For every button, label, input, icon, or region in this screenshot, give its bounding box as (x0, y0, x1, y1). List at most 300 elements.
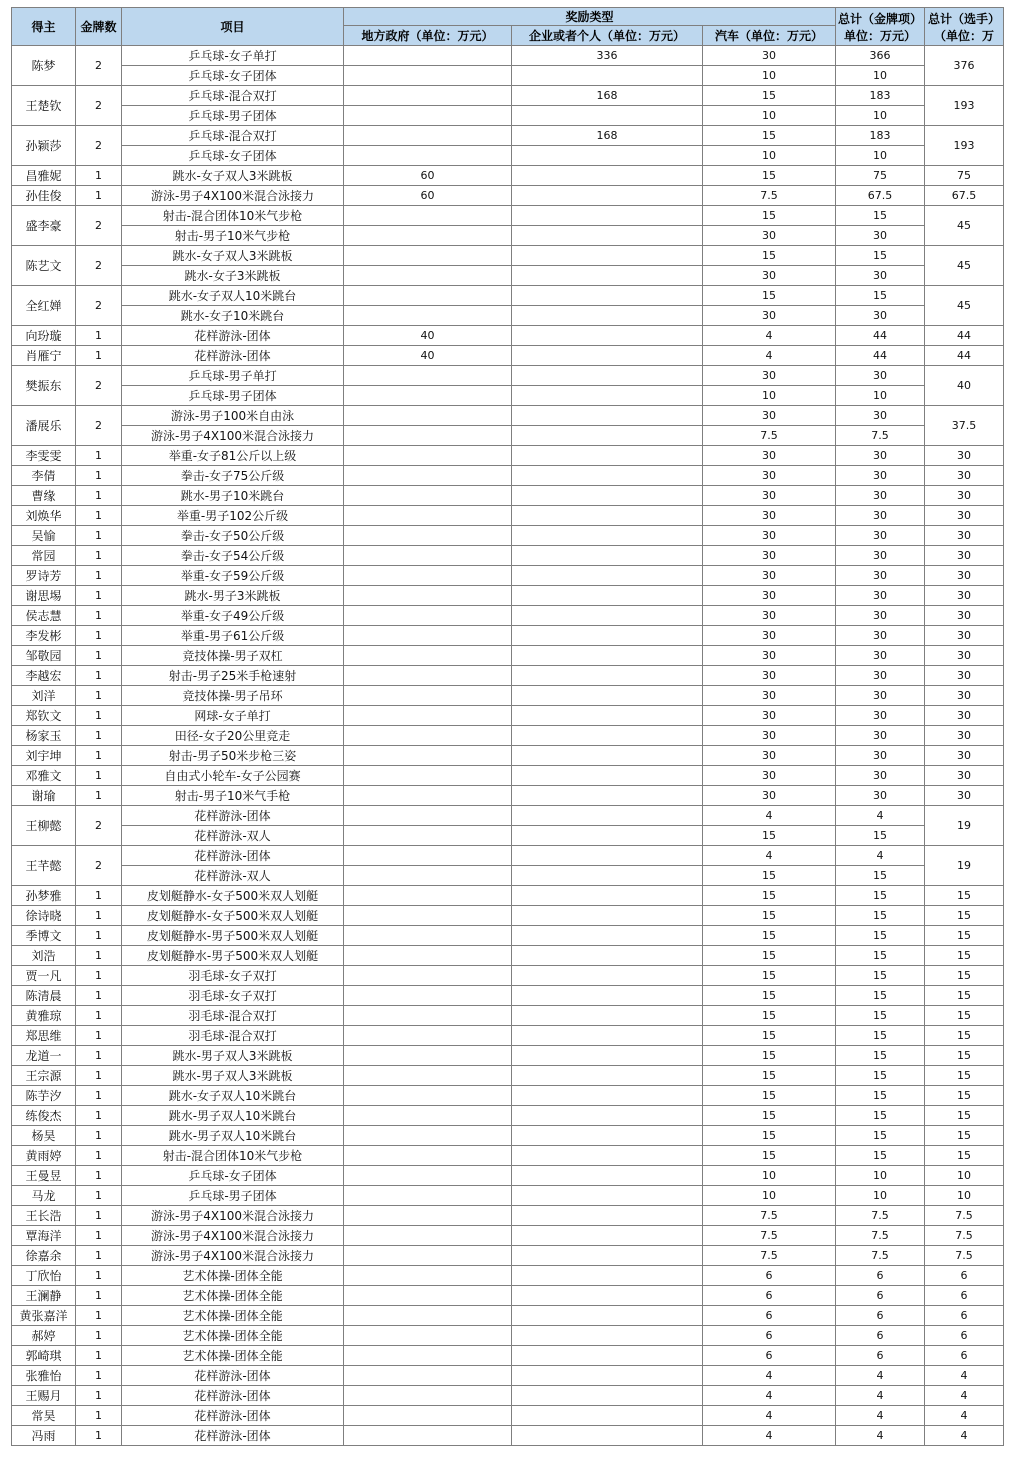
table-row (12, 1266, 1004, 1286)
gov-reward-cell (344, 1126, 512, 1146)
event-cell: 花样游泳-双人 (122, 826, 344, 846)
winner-cell: 王柳懿 (12, 806, 76, 846)
player-total-cell: 30 (925, 606, 1004, 626)
car-reward-cell: 15 (703, 1006, 836, 1026)
winner-cell: 张雅怡 (12, 1366, 76, 1386)
car-reward-cell: 6 (703, 1286, 836, 1306)
medals-cell: 1 (76, 486, 122, 506)
medals-cell: 1 (76, 946, 122, 966)
item-total-cell: 366 (836, 46, 925, 66)
item-total-cell: 30 (836, 306, 925, 326)
event-cell: 花样游泳-团体 (122, 1386, 344, 1406)
player-total-cell: 30 (925, 566, 1004, 586)
car-reward-cell: 6 (703, 1306, 836, 1326)
table-row (12, 226, 1004, 246)
player-total-cell: 44 (925, 346, 1004, 366)
event-cell: 拳击-女子50公斤级 (122, 526, 344, 546)
header-car: 汽车（单位：万元） (703, 26, 836, 46)
table-row (12, 446, 1004, 466)
player-total-cell: 15 (925, 1086, 1004, 1106)
winner-cell: 刘宇坤 (12, 746, 76, 766)
gov-reward-cell (344, 1006, 512, 1026)
car-reward-cell: 30 (703, 466, 836, 486)
player-total-cell: 15 (925, 966, 1004, 986)
item-total-cell: 30 (836, 606, 925, 626)
item-total-cell: 30 (836, 666, 925, 686)
car-reward-cell: 15 (703, 286, 836, 306)
header-event: 项目 (122, 8, 344, 46)
car-reward-cell: 7.5 (703, 1226, 836, 1246)
car-reward-cell: 30 (703, 726, 836, 746)
table-row (12, 546, 1004, 566)
gov-reward-cell (344, 1106, 512, 1126)
winner-cell: 王赐月 (12, 1386, 76, 1406)
table-row (12, 1246, 1004, 1266)
table-row (12, 1366, 1004, 1386)
table-row (12, 1046, 1004, 1066)
gov-reward-cell (344, 1046, 512, 1066)
gov-reward-cell (344, 1306, 512, 1326)
table-row (12, 746, 1004, 766)
corp-reward-cell (512, 866, 703, 886)
car-reward-cell: 4 (703, 846, 836, 866)
player-total-cell: 7.5 (925, 1226, 1004, 1246)
gov-reward-cell (344, 1406, 512, 1426)
table-row (12, 1386, 1004, 1406)
corp-reward-cell (512, 1046, 703, 1066)
medals-cell: 1 (76, 326, 122, 346)
winner-cell: 李发彬 (12, 626, 76, 646)
corp-reward-cell (512, 666, 703, 686)
car-reward-cell: 15 (703, 926, 836, 946)
corp-reward-cell (512, 1186, 703, 1206)
car-reward-cell: 7.5 (703, 426, 836, 446)
medals-cell: 2 (76, 126, 122, 166)
gov-reward-cell (344, 746, 512, 766)
car-reward-cell: 15 (703, 206, 836, 226)
player-total-cell: 30 (925, 686, 1004, 706)
winner-cell: 刘焕华 (12, 506, 76, 526)
player-total-cell: 15 (925, 1146, 1004, 1166)
corp-reward-cell (512, 606, 703, 626)
gov-reward-cell (344, 366, 512, 386)
car-reward-cell: 30 (703, 306, 836, 326)
gov-reward-cell (344, 806, 512, 826)
gov-reward-cell (344, 1246, 512, 1266)
car-reward-cell: 4 (703, 1406, 836, 1426)
car-reward-cell: 30 (703, 686, 836, 706)
medals-cell: 1 (76, 726, 122, 746)
corp-reward-cell (512, 306, 703, 326)
table-row (12, 846, 1004, 866)
corp-reward-cell (512, 446, 703, 466)
event-cell: 皮划艇静水-男子500米双人划艇 (122, 926, 344, 946)
event-cell: 射击-男子50米步枪三姿 (122, 746, 344, 766)
table-row (12, 1186, 1004, 1206)
player-total-cell: 15 (925, 986, 1004, 1006)
event-cell: 射击-混合团体10米气步枪 (122, 206, 344, 226)
player-total-cell: 6 (925, 1286, 1004, 1306)
gov-reward-cell (344, 586, 512, 606)
item-total-cell: 15 (836, 1126, 925, 1146)
gov-reward-cell (344, 1346, 512, 1366)
car-reward-cell: 30 (703, 486, 836, 506)
event-cell: 跳水-女子双人10米跳台 (122, 1086, 344, 1106)
event-cell: 花样游泳-团体 (122, 326, 344, 346)
winner-cell: 盛李豪 (12, 206, 76, 246)
table-row (12, 586, 1004, 606)
corp-reward-cell (512, 466, 703, 486)
winner-cell: 王楚钦 (12, 86, 76, 126)
car-reward-cell: 7.5 (703, 186, 836, 206)
medals-cell: 1 (76, 346, 122, 366)
item-total-cell: 30 (836, 366, 925, 386)
item-total-cell: 7.5 (836, 1206, 925, 1226)
corp-reward-cell (512, 1386, 703, 1406)
event-cell: 跳水-男子3米跳板 (122, 586, 344, 606)
gov-reward-cell (344, 886, 512, 906)
corp-reward-cell (512, 226, 703, 246)
item-total-cell: 183 (836, 86, 925, 106)
event-cell: 艺术体操-团体全能 (122, 1266, 344, 1286)
winner-cell: 马龙 (12, 1186, 76, 1206)
car-reward-cell: 30 (703, 786, 836, 806)
medals-cell: 1 (76, 186, 122, 206)
car-reward-cell: 15 (703, 1086, 836, 1106)
item-total-cell: 10 (836, 1186, 925, 1206)
car-reward-cell: 10 (703, 146, 836, 166)
car-reward-cell: 30 (703, 406, 836, 426)
item-total-cell: 44 (836, 346, 925, 366)
table-row (12, 1206, 1004, 1226)
medals-cell: 1 (76, 966, 122, 986)
car-reward-cell: 30 (703, 646, 836, 666)
corp-reward-cell (512, 646, 703, 666)
item-total-cell: 15 (836, 826, 925, 846)
event-cell: 跳水-男子10米跳台 (122, 486, 344, 506)
player-total-cell: 19 (925, 846, 1004, 886)
car-reward-cell: 10 (703, 106, 836, 126)
table-row (12, 626, 1004, 646)
gov-reward-cell (344, 206, 512, 226)
car-reward-cell: 15 (703, 126, 836, 146)
winner-cell: 谢瑜 (12, 786, 76, 806)
winner-cell: 谢思埸 (12, 586, 76, 606)
item-total-cell: 30 (836, 746, 925, 766)
item-total-cell: 67.5 (836, 186, 925, 206)
player-total-cell: 4 (925, 1426, 1004, 1446)
table-row (12, 246, 1004, 266)
corp-reward-cell (512, 1286, 703, 1306)
gov-reward-cell (344, 626, 512, 646)
gov-reward-cell: 40 (344, 326, 512, 346)
item-total-cell: 30 (836, 586, 925, 606)
car-reward-cell: 15 (703, 946, 836, 966)
item-total-cell: 30 (836, 766, 925, 786)
player-total-cell: 7.5 (925, 1246, 1004, 1266)
table-row (12, 1166, 1004, 1186)
item-total-cell: 30 (836, 726, 925, 746)
table-row (12, 986, 1004, 1006)
car-reward-cell: 10 (703, 66, 836, 86)
winner-cell: 樊振东 (12, 366, 76, 406)
event-cell: 花样游泳-双人 (122, 866, 344, 886)
player-total-cell: 15 (925, 1126, 1004, 1146)
medals-cell: 1 (76, 1326, 122, 1346)
item-total-cell: 30 (836, 506, 925, 526)
header-total-player-line1: 总计（选手） (927, 11, 1000, 26)
gov-reward-cell: 60 (344, 166, 512, 186)
corp-reward-cell (512, 986, 703, 1006)
item-total-cell: 15 (836, 886, 925, 906)
event-cell: 花样游泳-团体 (122, 1366, 344, 1386)
table-row (12, 46, 1004, 66)
winner-cell: 向玢璇 (12, 326, 76, 346)
player-total-cell: 7.5 (925, 1206, 1004, 1226)
event-cell: 游泳-男子4X100米混合泳接力 (122, 1246, 344, 1266)
table-row (12, 1146, 1004, 1166)
winner-cell: 吴愉 (12, 526, 76, 546)
event-cell: 游泳-男子100米自由泳 (122, 406, 344, 426)
event-cell: 艺术体操-团体全能 (122, 1306, 344, 1326)
corp-reward-cell (512, 546, 703, 566)
event-cell: 跳水-女子双人10米跳台 (122, 286, 344, 306)
table-row (12, 646, 1004, 666)
item-total-cell: 15 (836, 866, 925, 886)
event-cell: 皮划艇静水-女子500米双人划艇 (122, 906, 344, 926)
item-total-cell: 15 (836, 946, 925, 966)
player-total-cell: 30 (925, 506, 1004, 526)
item-total-cell: 15 (836, 966, 925, 986)
event-cell: 乒乓球-男子单打 (122, 366, 344, 386)
car-reward-cell: 15 (703, 866, 836, 886)
gov-reward-cell (344, 106, 512, 126)
winner-cell: 郑钦文 (12, 706, 76, 726)
event-cell: 艺术体操-团体全能 (122, 1326, 344, 1346)
item-total-cell: 15 (836, 1026, 925, 1046)
table-row (12, 286, 1004, 306)
car-reward-cell: 15 (703, 166, 836, 186)
table-row (12, 306, 1004, 326)
item-total-cell: 30 (836, 406, 925, 426)
medals-cell: 2 (76, 86, 122, 126)
car-reward-cell: 30 (703, 626, 836, 646)
item-total-cell: 4 (836, 1406, 925, 1426)
medals-cell: 2 (76, 806, 122, 846)
medals-cell: 1 (76, 466, 122, 486)
gov-reward-cell (344, 446, 512, 466)
medals-cell: 1 (76, 1066, 122, 1086)
event-cell: 羽毛球-女子双打 (122, 986, 344, 1006)
player-total-cell: 19 (925, 806, 1004, 846)
medals-cell: 1 (76, 926, 122, 946)
item-total-cell: 30 (836, 526, 925, 546)
winner-cell: 曹缘 (12, 486, 76, 506)
player-total-cell: 193 (925, 126, 1004, 166)
corp-reward-cell (512, 1006, 703, 1026)
medals-cell: 1 (76, 1086, 122, 1106)
player-total-cell: 4 (925, 1366, 1004, 1386)
corp-reward-cell (512, 346, 703, 366)
medals-cell: 1 (76, 1286, 122, 1306)
corp-reward-cell (512, 166, 703, 186)
medals-cell: 1 (76, 986, 122, 1006)
medals-cell: 1 (76, 1226, 122, 1246)
corp-reward-cell (512, 1126, 703, 1146)
gov-reward-cell (344, 706, 512, 726)
car-reward-cell: 15 (703, 1106, 836, 1126)
gov-reward-cell (344, 1366, 512, 1386)
winner-cell: 季博文 (12, 926, 76, 946)
player-total-cell: 6 (925, 1326, 1004, 1346)
car-reward-cell: 15 (703, 906, 836, 926)
gov-reward-cell (344, 66, 512, 86)
player-total-cell: 193 (925, 86, 1004, 126)
car-reward-cell: 30 (703, 226, 836, 246)
winner-cell: 潘展乐 (12, 406, 76, 446)
corp-reward-cell (512, 1226, 703, 1246)
car-reward-cell: 15 (703, 966, 836, 986)
event-cell: 乒乓球-男子团体 (122, 386, 344, 406)
player-total-cell: 30 (925, 526, 1004, 546)
header-gov: 地方政府（单位：万元） (344, 26, 512, 46)
winner-cell: 孙颖莎 (12, 126, 76, 166)
player-total-cell: 6 (925, 1346, 1004, 1366)
event-cell: 举重-女子49公斤级 (122, 606, 344, 626)
item-total-cell: 4 (836, 806, 925, 826)
medals-cell: 2 (76, 846, 122, 886)
car-reward-cell: 10 (703, 1166, 836, 1186)
medals-cell: 1 (76, 1146, 122, 1166)
player-total-cell: 45 (925, 206, 1004, 246)
event-cell: 游泳-男子4X100米混合泳接力 (122, 1206, 344, 1226)
car-reward-cell: 7.5 (703, 1206, 836, 1226)
item-total-cell: 15 (836, 1146, 925, 1166)
gov-reward-cell (344, 506, 512, 526)
medals-cell: 1 (76, 1306, 122, 1326)
event-cell: 射击-混合团体10米气步枪 (122, 1146, 344, 1166)
table-row (12, 1286, 1004, 1306)
medals-cell: 1 (76, 566, 122, 586)
item-total-cell: 44 (836, 326, 925, 346)
event-cell: 游泳-男子4X100米混合泳接力 (122, 1226, 344, 1246)
corp-reward-cell (512, 726, 703, 746)
player-total-cell: 15 (925, 946, 1004, 966)
car-reward-cell: 4 (703, 1426, 836, 1446)
medals-cell: 1 (76, 526, 122, 546)
gov-reward-cell (344, 786, 512, 806)
player-total-cell: 45 (925, 286, 1004, 326)
gov-reward-cell (344, 546, 512, 566)
player-total-cell: 30 (925, 646, 1004, 666)
event-cell: 乒乓球-女子单打 (122, 46, 344, 66)
player-total-cell: 30 (925, 586, 1004, 606)
corp-reward-cell (512, 586, 703, 606)
gov-reward-cell (344, 1266, 512, 1286)
corp-reward-cell (512, 966, 703, 986)
player-total-cell: 30 (925, 546, 1004, 566)
event-cell: 跳水-男子双人3米跳板 (122, 1066, 344, 1086)
table-row (12, 966, 1004, 986)
event-cell: 皮划艇静水-女子500米双人划艇 (122, 886, 344, 906)
table-row (12, 926, 1004, 946)
event-cell: 跳水-女子3米跳板 (122, 266, 344, 286)
item-total-cell: 30 (836, 486, 925, 506)
winner-cell: 王长浩 (12, 1206, 76, 1226)
player-total-cell: 15 (925, 1026, 1004, 1046)
player-total-cell: 376 (925, 46, 1004, 86)
gov-reward-cell (344, 286, 512, 306)
medals-cell: 1 (76, 606, 122, 626)
winner-cell: 王芊懿 (12, 846, 76, 886)
item-total-cell: 7.5 (836, 1246, 925, 1266)
player-total-cell: 30 (925, 746, 1004, 766)
winner-cell: 全红婵 (12, 286, 76, 326)
car-reward-cell: 15 (703, 86, 836, 106)
car-reward-cell: 15 (703, 246, 836, 266)
winner-cell: 昌雅妮 (12, 166, 76, 186)
winner-cell: 王曼昱 (12, 1166, 76, 1186)
gov-reward-cell (344, 1086, 512, 1106)
item-total-cell: 6 (836, 1306, 925, 1326)
winner-cell: 陈梦 (12, 46, 76, 86)
winner-cell: 李越宏 (12, 666, 76, 686)
event-cell: 花样游泳-团体 (122, 1426, 344, 1446)
corp-reward-cell (512, 886, 703, 906)
table-row (12, 806, 1004, 826)
item-total-cell: 30 (836, 686, 925, 706)
car-reward-cell: 30 (703, 666, 836, 686)
item-total-cell: 7.5 (836, 426, 925, 446)
gov-reward-cell (344, 646, 512, 666)
corp-reward-cell: 168 (512, 126, 703, 146)
winner-cell: 王宗源 (12, 1066, 76, 1086)
gov-reward-cell (344, 846, 512, 866)
corp-reward-cell (512, 246, 703, 266)
medals-cell: 2 (76, 206, 122, 246)
car-reward-cell: 4 (703, 1366, 836, 1386)
table-row (12, 1066, 1004, 1086)
table-row (12, 526, 1004, 546)
gov-reward-cell (344, 1326, 512, 1346)
table-row (12, 1126, 1004, 1146)
car-reward-cell: 30 (703, 606, 836, 626)
corp-reward-cell (512, 326, 703, 346)
item-total-cell: 7.5 (836, 1226, 925, 1246)
gov-reward-cell (344, 486, 512, 506)
event-cell: 乒乓球-混合双打 (122, 86, 344, 106)
event-cell: 游泳-男子4X100米混合泳接力 (122, 186, 344, 206)
table-row (12, 166, 1004, 186)
corp-reward-cell (512, 1086, 703, 1106)
gov-reward-cell (344, 406, 512, 426)
item-total-cell: 10 (836, 66, 925, 86)
gov-reward-cell (344, 246, 512, 266)
car-reward-cell: 15 (703, 886, 836, 906)
corp-reward-cell (512, 1406, 703, 1426)
winner-cell: 贾一凡 (12, 966, 76, 986)
medals-cell: 1 (76, 166, 122, 186)
table-row (12, 126, 1004, 146)
winner-cell: 孙梦雅 (12, 886, 76, 906)
player-total-cell: 30 (925, 766, 1004, 786)
gov-reward-cell (344, 1226, 512, 1246)
table-row (12, 326, 1004, 346)
corp-reward-cell (512, 746, 703, 766)
gov-reward-cell (344, 1386, 512, 1406)
player-total-cell: 30 (925, 666, 1004, 686)
medals-cell: 1 (76, 906, 122, 926)
